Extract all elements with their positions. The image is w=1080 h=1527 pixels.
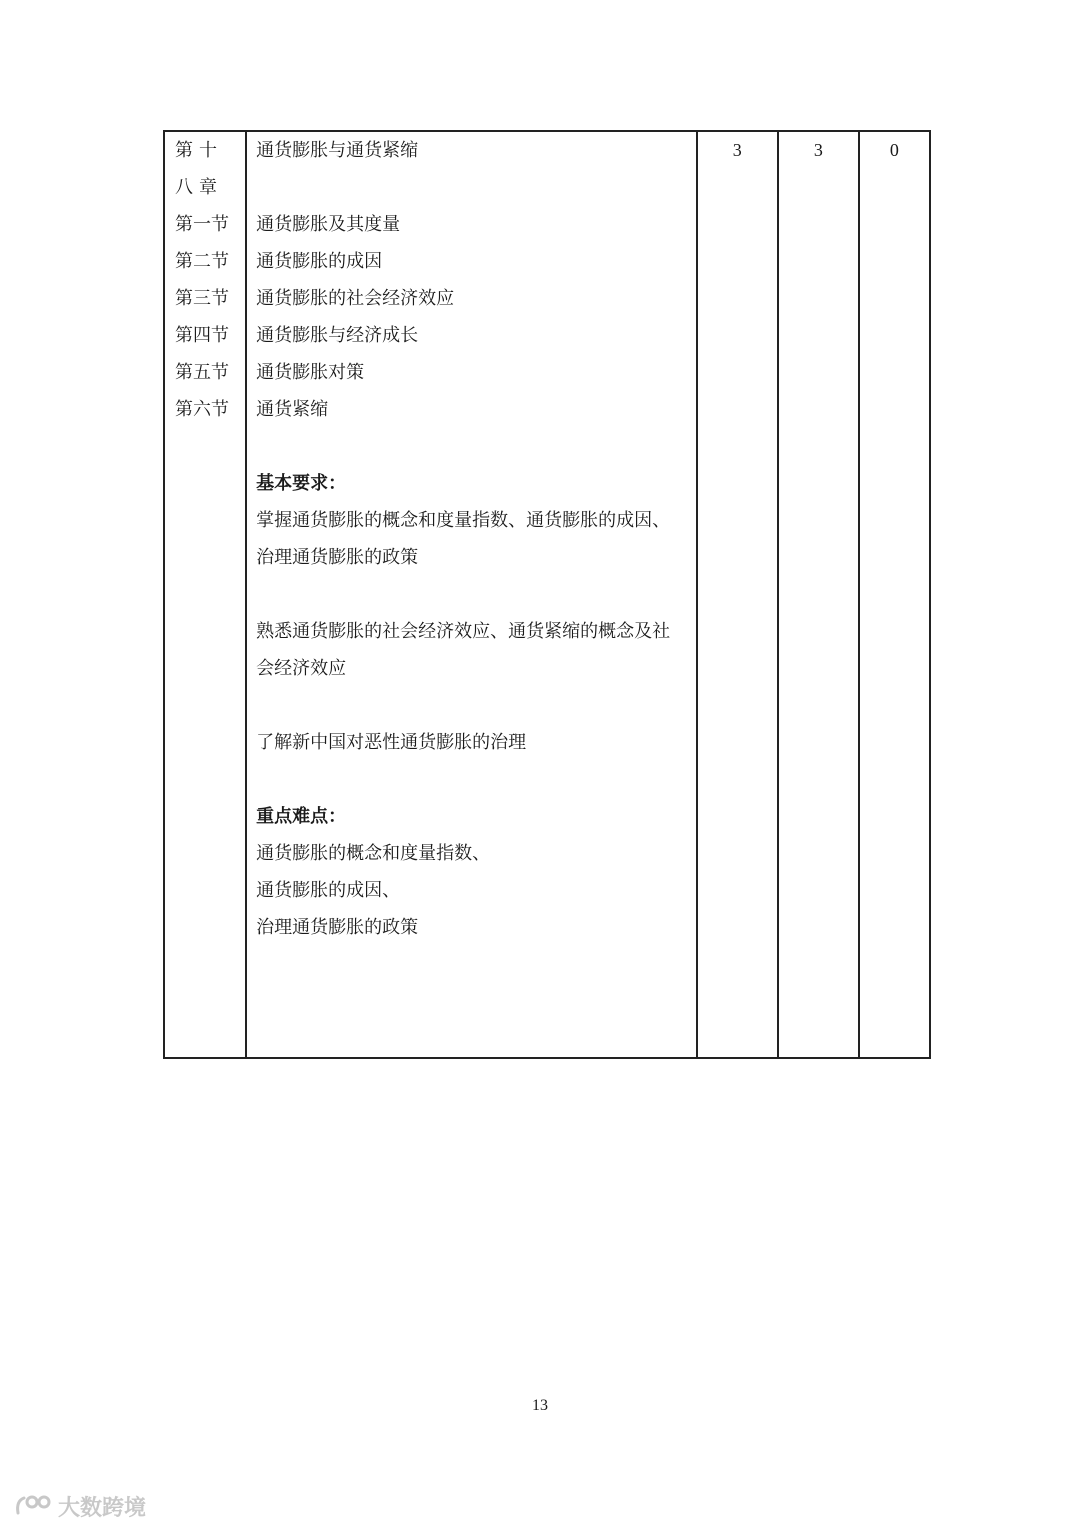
key-point-text: 治理通货膨胀的政策 xyxy=(256,917,419,938)
watermark-text: 大数跨境 xyxy=(58,1495,147,1521)
section-name: 通货膨胀与经济成长 xyxy=(256,325,419,346)
section-name: 通货膨胀的社会经济效应 xyxy=(256,288,455,309)
watermark-logo-icon xyxy=(14,1493,54,1519)
basic-requirements-heading: 基本要求： xyxy=(256,473,347,494)
table-row xyxy=(164,131,930,1058)
section-name: 通货膨胀的成因 xyxy=(256,251,383,272)
requirement-text: 掌握通货膨胀的概念和度量指数、通货膨胀的成因、治理通货膨胀的政策 xyxy=(256,510,671,568)
syllabus-table xyxy=(163,130,931,1059)
hours-lecture: 3 xyxy=(778,131,859,1058)
section-label: 第五节 xyxy=(175,362,229,383)
section-name: 通货紧缩 xyxy=(256,399,329,420)
page-number: 13 xyxy=(532,1397,548,1414)
section-label: 第二节 xyxy=(175,251,229,272)
watermark xyxy=(14,1492,146,1520)
section-label: 第三节 xyxy=(175,288,229,309)
chapter-name: 通货膨胀与通货紧缩 xyxy=(256,140,419,161)
content-cell xyxy=(246,131,697,1058)
requirement-text: 熟悉通货膨胀的社会经济效应、通货紧缩的概念及社会经济效应 xyxy=(256,621,671,679)
requirement-text: 了解新中国对恶性通货膨胀的治理 xyxy=(256,732,527,753)
section-name: 通货膨胀及其度量 xyxy=(256,214,401,235)
section-name: 通货膨胀对策 xyxy=(256,362,365,383)
chapter-cell xyxy=(164,131,246,1058)
key-point-text: 通货膨胀的成因、 xyxy=(256,880,401,901)
section-label: 第四节 xyxy=(175,325,229,346)
section-label: 第六节 xyxy=(175,399,229,420)
section-label: 第一节 xyxy=(175,214,229,235)
hours-total: 3 xyxy=(697,131,778,1058)
chapter-title: 第十八章 xyxy=(175,140,223,198)
key-point-text: 通货膨胀的概念和度量指数、 xyxy=(256,843,491,864)
hours-practice: 0 xyxy=(859,131,930,1058)
key-points-heading: 重点难点： xyxy=(256,806,347,827)
